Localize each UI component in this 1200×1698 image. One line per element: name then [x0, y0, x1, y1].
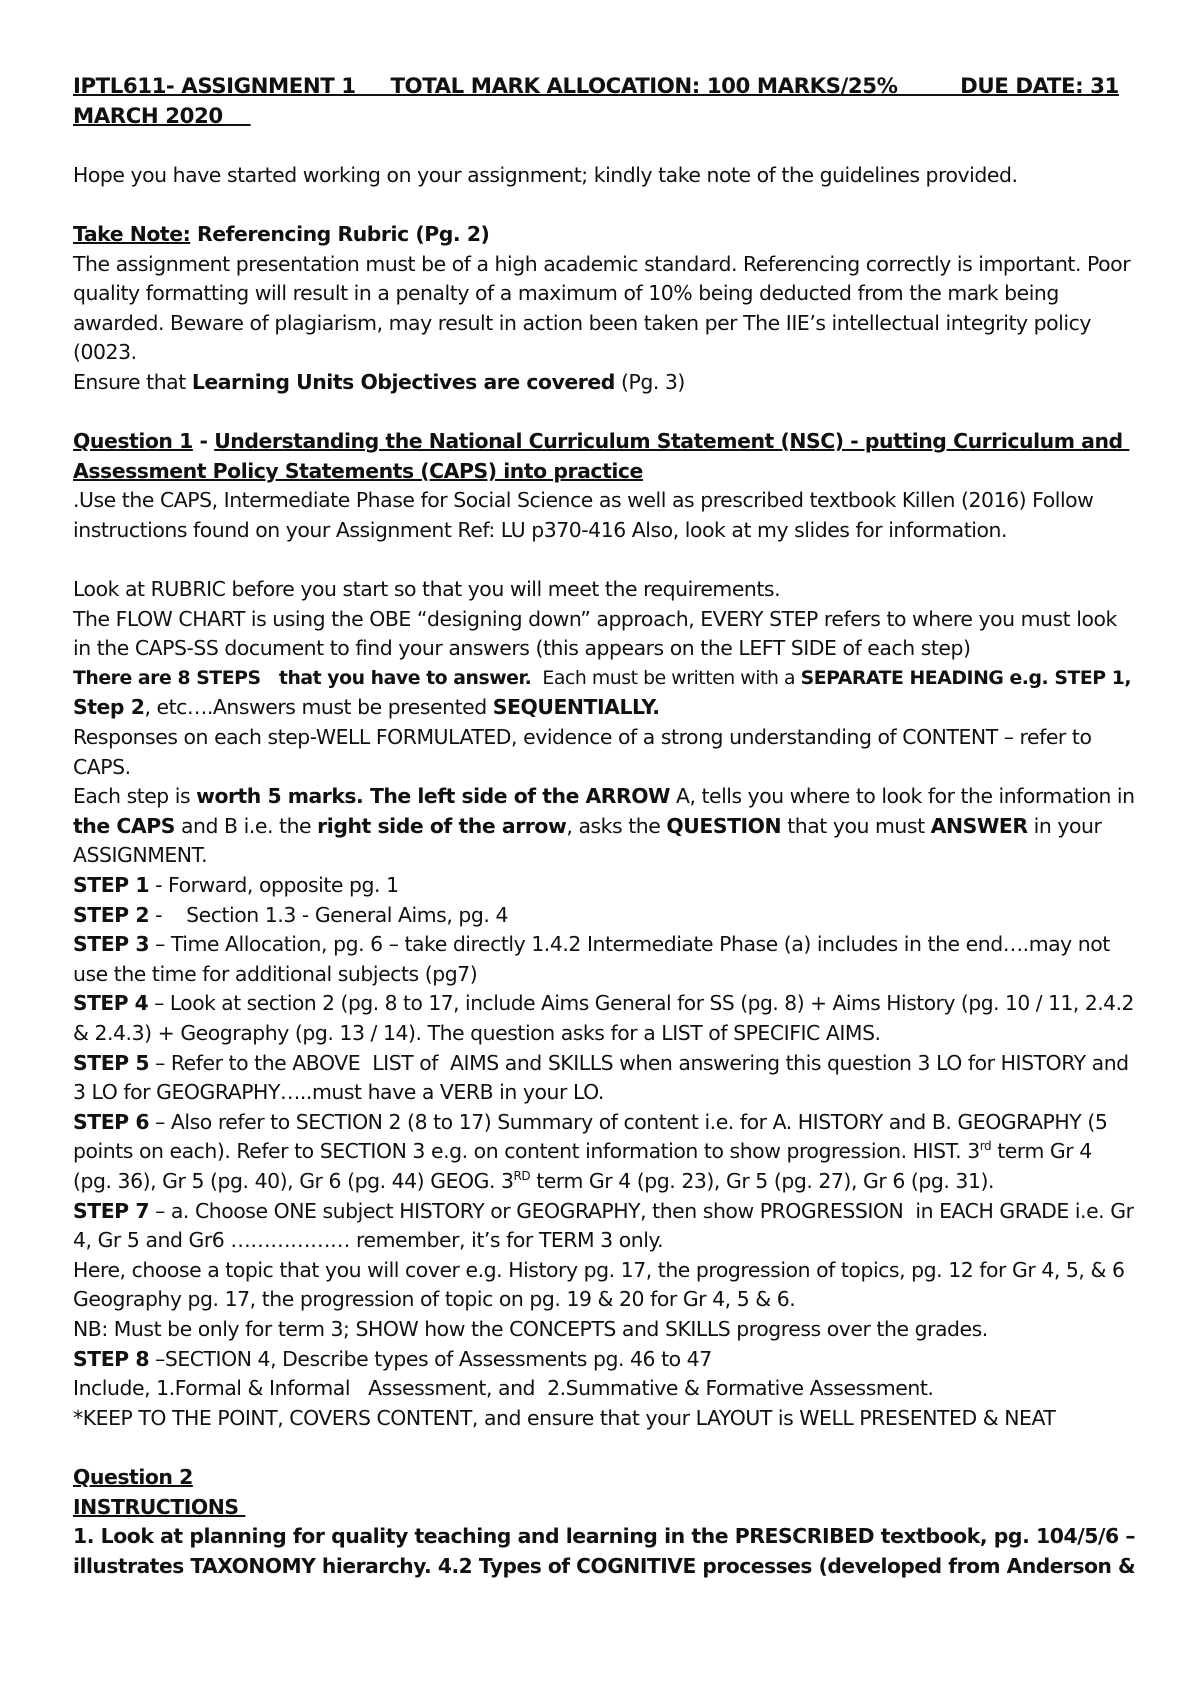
- assignment-due-date: MARCH 2020: [73, 103, 251, 129]
- step-text: (pg. 36), Gr 5 (pg. 40), Gr 6 (pg. 44) GEOG. 3: [73, 1168, 514, 1193]
- steps-sequential: SEQUENTIALLY.: [492, 695, 660, 720]
- steps-instruction-line: [73, 664, 1133, 694]
- step-label: STEP 5: [73, 1050, 150, 1075]
- each-text: that you must: [781, 813, 931, 838]
- step-1: [73, 871, 1133, 901]
- step-text: term Gr 4 (pg. 23), Gr 5 (pg. 27), Gr 6 (pg. 31).: [530, 1168, 995, 1193]
- steps-instruction-line: [73, 693, 1133, 723]
- each-text: in your: [1027, 813, 1102, 838]
- each-text: Each step is: [73, 784, 197, 809]
- step-text: - Section 1.3 - General Aims, pg. 4: [149, 902, 508, 927]
- step-5-cont: 3 LO for GEOGRAPHY…..must have a VERB in your LO.: [73, 1080, 604, 1105]
- step-text: – Refer to the ABOVE LIST of AIMS and SKILLS when answering this question 3 LO for HISTORY and: [149, 1050, 1129, 1075]
- question-2-heading: [73, 1463, 1133, 1493]
- step-8-cont: Include, 1.Formal & Informal Assessment, and 2.Summative & Formative Assessment.: [73, 1376, 934, 1401]
- ensure-text: Ensure that: [73, 369, 192, 394]
- each-text: A, tells you where to look for the information in: [670, 784, 1135, 809]
- flow-chart-line: The FLOW CHART is using the OBE “designing down” approach, EVERY STEP refers to where you must look: [73, 606, 1117, 631]
- take-note-heading: [73, 220, 1133, 250]
- step-text: – Time Allocation, pg. 6 – take directly 1.4.2 Intermediate Phase (a) includes in the end….may not: [149, 932, 1110, 957]
- responses-line: Responses on each step-WELL FORMULATED, evidence of a strong understanding of CONTENT – refer to: [73, 725, 1092, 750]
- step-label: STEP 7: [73, 1198, 150, 1223]
- instructions-heading: [73, 1493, 1133, 1523]
- question-1-heading-cont: [73, 457, 1133, 487]
- each-bold: worth 5 marks. The left side of the ARROW: [196, 784, 671, 809]
- step-4: [73, 989, 1133, 1019]
- q2-line: illustrates TAXONOMY hierarchy. 4.2 Types of COGNITIVE processes (developed from Anderson &: [73, 1553, 1136, 1578]
- note-line: (0023.: [73, 340, 137, 365]
- ordinal-suffix: RD: [513, 1169, 531, 1184]
- step-7-cont: Here, choose a topic that you will cover e.g. History pg. 17, the progression of topics, pg. 12 for Gr 4, 5, & 6: [73, 1257, 1125, 1282]
- question-1-label: Question 1: [73, 429, 193, 454]
- ensure-objectives-line: [73, 368, 1133, 398]
- step-7-cont: Geography pg. 17, the progression of topic on pg. 19 & 20 for Gr 4, 5 & 6.: [73, 1287, 796, 1312]
- step-text: – a. Choose ONE subject HISTORY or GEOGRAPHY, then show PROGRESSION in EACH GRADE i.e. Gr: [149, 1198, 1134, 1223]
- step-label: STEP 4: [73, 991, 149, 1016]
- step-6-cont: [73, 1137, 1133, 1167]
- each-bold: right side of the arrow: [317, 813, 567, 838]
- document-page: [73, 72, 1136, 1581]
- each-bold: the CAPS: [73, 813, 175, 838]
- step-3: [73, 930, 1133, 960]
- question-1-title: Understanding the National Curriculum Statement (NSC) - putting Curriculum and: [214, 429, 1130, 454]
- step-7: [73, 1197, 1133, 1227]
- step-3-cont: use the time for additional subjects (pg7): [73, 961, 478, 986]
- each-bold: ANSWER: [930, 813, 1028, 838]
- rubric-line: Look at RUBRIC before you start so that you will meet the requirements.: [73, 577, 781, 602]
- steps-step2: Step 2: [73, 695, 145, 720]
- each-text: and B i.e. the: [174, 813, 318, 838]
- heading-separator: -: [192, 429, 215, 454]
- step-label: STEP 2: [73, 902, 150, 927]
- step-6-cont: [73, 1167, 1133, 1197]
- step-8-cont: *KEEP TO THE POINT, COVERS CONTENT, and ensure that your LAYOUT is WELL PRESENTED & NEAT: [73, 1405, 1056, 1430]
- ensure-bold: Learning Units Objectives are covered: [191, 369, 615, 394]
- ensure-page: (Pg. 3): [614, 369, 685, 394]
- step-text: term Gr 4: [991, 1139, 1092, 1164]
- assignment-header-line-2: [73, 102, 1133, 132]
- step-label: STEP 8: [73, 1346, 150, 1371]
- responses-line: CAPS.: [73, 754, 131, 779]
- note-line: quality formatting will result in a penalty of a maximum of 10% being deducted from the mark being: [73, 281, 1059, 306]
- note-line: awarded. Beware of plagiarism, may result in action been taken per The IIE’s intellectual integrity policy: [73, 310, 1091, 335]
- steps-count: There are 8 STEPS that you have to answer.: [73, 667, 532, 689]
- intro-paragraph: Hope you have started working on your assignment; kindly take note of the guidelines provided.: [73, 162, 1018, 187]
- step-text: – Also refer to SECTION 2 (8 to 17) Summary of content i.e. for A. HISTORY and B. GEOGRAPHY (5: [149, 1109, 1108, 1134]
- question-1-heading: [73, 427, 1133, 457]
- note-line: The assignment presentation must be of a high academic standard. Referencing correctly is important. Poor: [73, 251, 1131, 276]
- each-bold: QUESTION: [666, 813, 782, 838]
- assignment-header-line-1: [73, 72, 1133, 102]
- each-step-line: ASSIGNMENT.: [73, 843, 208, 868]
- each-step-line: [73, 812, 1133, 842]
- ordinal-suffix: rd: [979, 1139, 992, 1154]
- step-label: STEP 1: [73, 873, 150, 898]
- take-note-label: Take Note:: [73, 221, 191, 246]
- take-note-title: Referencing Rubric (Pg. 2): [190, 221, 490, 246]
- step-7-cont: NB: Must be only for term 3; SHOW how the CONCEPTS and SKILLS progress over the grades.: [73, 1316, 988, 1341]
- step-text: – Look at section 2 (pg. 8 to 17, include Aims General for SS (pg. 8) + Aims History (pg. 10 / 11, 2.4.2: [148, 991, 1134, 1016]
- each-text: , asks the: [566, 813, 667, 838]
- instructions-label: INSTRUCTIONS: [73, 1494, 246, 1519]
- step-7-cont: 4, Gr 5 and Gr6 ……………… remember, it’s for TERM 3 only.: [73, 1228, 664, 1253]
- step-text: points on each). Refer to SECTION 3 e.g. on content information to show progression. HIST. 3: [73, 1139, 980, 1164]
- each-step-line: [73, 782, 1133, 812]
- step-2: [73, 901, 1133, 931]
- step-8: [73, 1345, 1133, 1375]
- step-4-cont: & 2.4.3) + Geography (pg. 13 / 14). The question asks for a LIST of SPECIFIC AIMS.: [73, 1021, 881, 1045]
- q1-body-line: .Use the CAPS, Intermediate Phase for Social Science as well as prescribed textbook Killen (2016) Follow: [73, 488, 1094, 513]
- flow-chart-line: in the CAPS-SS document to find your answers (this appears on the LEFT SIDE of each step): [73, 636, 971, 661]
- steps-heading-rule: SEPARATE HEADING e.g. STEP 1,: [800, 667, 1132, 689]
- step-5: [73, 1049, 1133, 1079]
- step-text: - Forward, opposite pg. 1: [149, 873, 399, 898]
- q2-line: 1. Look at planning for quality teaching and learning in the PRESCRIBED textbook, pg. 104/5/6 –: [73, 1524, 1136, 1549]
- step-label: STEP 6: [73, 1109, 150, 1134]
- steps-text: Each must be written with a: [531, 667, 801, 689]
- step-text: –SECTION 4, Describe types of Assessments pg. 46 to 47: [149, 1346, 712, 1371]
- steps-text: , etc….Answers must be presented: [144, 695, 493, 720]
- step-label: STEP 3: [73, 932, 150, 957]
- assignment-header-text: IPTL611- ASSIGNMENT 1 TOTAL MARK ALLOCATION: 100 MARKS/25% DUE DATE: 31: [73, 74, 1119, 99]
- q1-body-line: instructions found on your Assignment Ref: LU p370-416 Also, look at my slides for information.: [73, 517, 1007, 542]
- step-6: [73, 1108, 1133, 1138]
- question-1-title-cont: Assessment Policy Statements (CAPS) into practice: [73, 458, 643, 483]
- question-2-label: Question 2: [73, 1464, 193, 1489]
